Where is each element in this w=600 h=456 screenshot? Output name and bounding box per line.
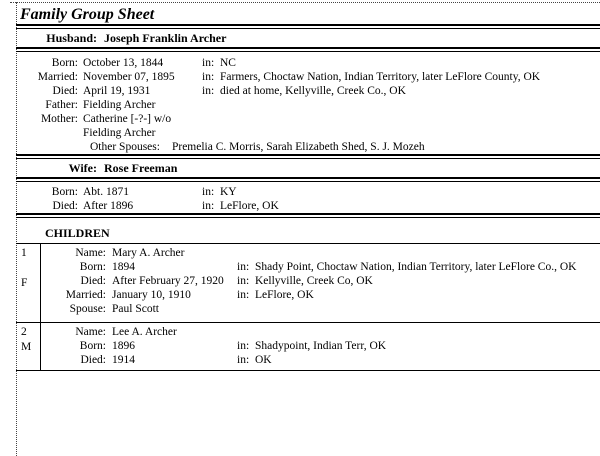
detail-label: Mother: — [40, 113, 78, 125]
in-label: in: — [237, 289, 250, 301]
detail-value: Paul Scott — [112, 303, 159, 315]
detail-label: Name: — [75, 247, 106, 259]
detail-value: After 1896 — [83, 200, 134, 212]
children-table — [16, 243, 600, 371]
in-label: in: — [202, 57, 215, 69]
detail-row — [41, 274, 600, 288]
wife-details — [16, 182, 600, 213]
child-number-column — [16, 323, 41, 370]
husband-details — [16, 52, 600, 140]
detail-value: After February 27, 1920 — [112, 275, 224, 287]
detail-label: Born: — [79, 261, 106, 273]
in-value: KY — [220, 186, 237, 198]
detail-label: Born: — [51, 186, 78, 198]
husband-name: Joseph Franklin Archer — [104, 31, 227, 45]
detail-label: Died: — [52, 200, 78, 212]
in-label: in: — [202, 200, 215, 212]
other-spouses-label: Other Spouses: — [90, 141, 160, 153]
detail-value: October 13, 1844 — [83, 57, 164, 69]
in-label: in: — [237, 340, 250, 352]
detail-label: Father: — [45, 99, 78, 111]
child-entry-1 — [16, 244, 600, 323]
wife-name: Rose Freeman — [104, 161, 178, 175]
detail-label: Died: — [80, 354, 106, 366]
detail-value: Mary A. Archer — [112, 247, 185, 259]
detail-label: Married: — [65, 289, 106, 301]
detail-value: Catherine [-?-] w/o Fielding Archer — [83, 113, 172, 139]
in-value: Kellyville, Creek Co, OK — [255, 275, 373, 287]
detail-label: Married: — [37, 71, 78, 83]
in-label: in: — [237, 261, 250, 273]
detail-label: Died: — [80, 275, 106, 287]
in-label: in: — [202, 71, 215, 83]
detail-row — [41, 246, 600, 260]
wife-label: Wife: — [68, 161, 97, 175]
wife-header — [16, 159, 600, 177]
in-value: NC — [220, 57, 236, 69]
in-value: LeFlore, OK — [255, 289, 314, 301]
detail-value: April 19, 1931 — [83, 85, 151, 97]
child-number: 1 — [21, 247, 27, 259]
children-header: CHILDREN — [45, 226, 110, 240]
sheet-content — [16, 0, 600, 371]
page-title: Family Group Sheet — [20, 6, 155, 23]
detail-row — [16, 56, 600, 70]
other-spouses-value: Premelia C. Morris, Sarah Elizabeth Shed, S. J. Mozeh — [171, 141, 425, 153]
detail-label: Name: — [75, 326, 106, 338]
detail-value: Fielding Archer — [83, 99, 156, 111]
detail-label: Born: — [79, 340, 106, 352]
detail-row — [41, 353, 600, 367]
in-label: in: — [237, 275, 250, 287]
detail-row — [16, 185, 600, 199]
detail-row — [41, 339, 600, 353]
detail-value: January 10, 1910 — [112, 289, 191, 301]
detail-row — [41, 288, 600, 302]
in-value: died at home, Kellyville, Creek Co., OK — [220, 85, 406, 97]
detail-value: 1896 — [112, 340, 135, 352]
husband-label: Husband: — [46, 31, 97, 45]
in-value: Shadypoint, Indian Terr, OK — [255, 340, 387, 352]
in-value: Farmers, Choctaw Nation, Indian Territory, later LeFlore County, OK — [220, 71, 541, 83]
child-sex: F — [21, 277, 28, 289]
in-label: in: — [202, 85, 215, 97]
detail-label: Spouse: — [69, 303, 106, 315]
detail-row — [16, 98, 600, 112]
in-label: in: — [202, 186, 215, 198]
child-sex: M — [21, 340, 32, 353]
detail-value: Abt. 1871 — [83, 186, 129, 198]
child-details — [41, 323, 600, 370]
in-value: LeFlore, OK — [220, 200, 279, 212]
detail-value: Lee A. Archer — [112, 326, 177, 338]
detail-row — [41, 260, 600, 274]
detail-value: 1894 — [112, 261, 135, 273]
detail-row — [16, 199, 600, 213]
in-value: Shady Point, Choctaw Nation, Indian Territory, later LeFlore Co., OK — [255, 261, 577, 273]
detail-row — [16, 112, 600, 140]
detail-label: Died: — [52, 85, 78, 97]
detail-value: 1914 — [112, 354, 135, 366]
child-number-column — [16, 244, 41, 322]
detail-row — [16, 84, 600, 98]
detail-row — [16, 70, 600, 84]
child-entry-2 — [16, 323, 600, 371]
child-details — [41, 244, 600, 322]
husband-header — [16, 29, 600, 47]
in-value: OK — [255, 354, 272, 366]
detail-row — [41, 302, 600, 316]
in-label: in: — [237, 354, 250, 366]
detail-label: Born: — [51, 57, 78, 69]
child-number: 2 — [21, 326, 27, 338]
other-spouses-row — [16, 140, 600, 154]
detail-row — [41, 325, 600, 339]
detail-value: November 07, 1895 — [83, 71, 175, 83]
